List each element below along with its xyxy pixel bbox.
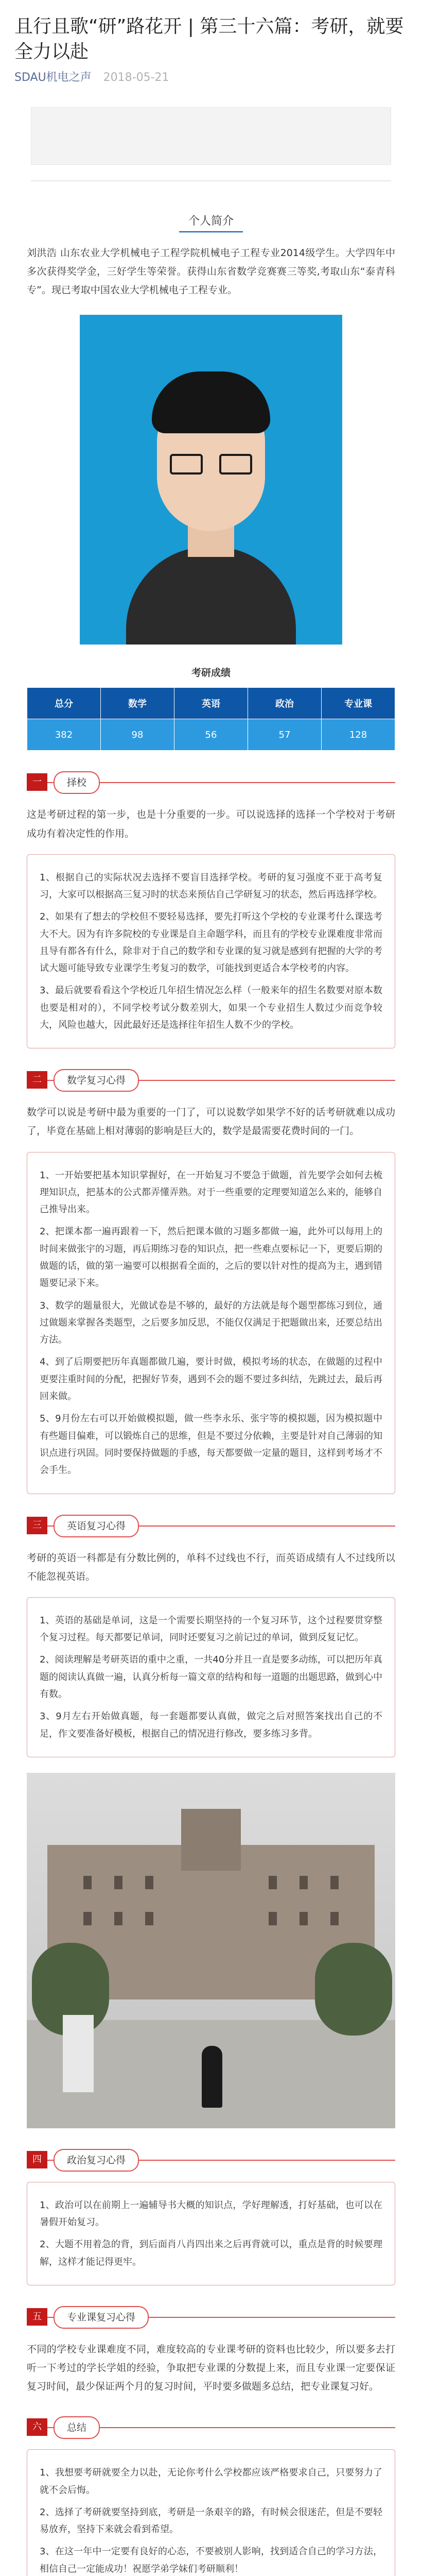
section-point: 1、政治可以在前期上一遍辅导书大概的知识点，学好理解透，打好基础，也可以在暑假开始复习。 xyxy=(40,2199,382,2228)
scores-value-cell: 57 xyxy=(248,719,322,751)
section-points-box xyxy=(27,2182,395,2285)
section-point: 3、9月左右开始做真题，每一套题都要认真做，做完之后对照答案找出自己的不足，作文要准备好模板，根据自己的情况进行修改，要多练习多背。 xyxy=(40,1711,382,1739)
intro-heading-text: 个人简介 xyxy=(179,212,243,232)
campus-statue xyxy=(63,2015,94,2092)
scores-value-cell: 98 xyxy=(101,719,174,751)
article-title: 且行且歌“研”路花开 | 第三十六篇：考研，就要全力以赴 xyxy=(14,16,404,62)
section-label: 专业课复习心得 xyxy=(54,2306,149,2329)
section-point: 1、英语的基础是单词，这是一个需要长期坚持的一个复习环节，这个过程要贯穿整个复习过程。每天都要记单词，同时还要复习之前记过的单词，做到反复记忆。 xyxy=(40,1615,382,1643)
intro-heading xyxy=(0,212,422,232)
section-number: 四 xyxy=(27,2151,47,2168)
section-point: 2、把课本都一遍再跟着一下，然后把课本做的习题多都做一遍，此外可以每用上的时间来做张宇的习题，再后期练习卷的知识点，把一些难点要标记一下，更要后期的做题的话，做的第一遍要可以根据看全面的，之后的要以针对性的提高为主，遇到错题要记录下来。 xyxy=(40,1226,382,1289)
section-intro: 不同的学校专业课难度不同，难度较高的专业课考研的资料也比较少，所以要多去打听一下考过的学长学姐的经验，争取把专业课的分数提上来，而且专业课一定要保证复习时间，最少保证两个月的复习时间，平时要多做题多总结，把专业课复习好。 xyxy=(27,2344,395,2393)
section-label: 英语复习心得 xyxy=(54,1515,139,1537)
section-label: 数学复习心得 xyxy=(54,1069,139,1092)
section-point: 2、选择了考研就要坚持到底，考研是一条艰辛的路，有时候会很迷茫，但是不要轻易放弃，坚持下来就会看到希望。 xyxy=(40,2506,382,2535)
section-point: 2、大题不用着急的背，到后面肖八肖四出来之后再背就可以，重点是背的时候要理解，这样才能记得更牢。 xyxy=(40,2239,382,2267)
intro-text: 刘洪浩 山东农业大学机械电子工程学院机械电子工程专业2014级学生。大学四年中多次获得奖学金，三好学生等荣誉。获得山东省数学竞赛赛三等奖,考取山东“泰青科专”。现已考取中国农业大学机械电子工程专业。 xyxy=(27,247,395,296)
section-heading-english xyxy=(27,1515,395,1537)
section-point: 1、一开始要把基本知识掌握好，在一开始复习不要急于做题，首先要学会如何去梳理知识点，把基本的公式都弄懂弄熟。对于一些重要的定理要知道怎么来的，能够自己推导出来。 xyxy=(40,1170,382,1215)
section-label: 总结 xyxy=(54,2416,100,2439)
section-heading-major xyxy=(27,2306,395,2329)
scores-value-cell: 56 xyxy=(174,719,248,751)
scores-header-cell: 总分 xyxy=(27,688,101,719)
scores-header-row xyxy=(27,688,395,719)
section-point: 5、9月份左右可以开始做模拟题，做一些李永乐、张宇等的模拟题，因为模拟题中有些题目偏难，可以锻炼自己的思维，但是不要过分依赖，主要是针对自己薄弱的知识点进行巩固。同时要保持做题的手感，每天都要做一定量的题目，这样到考场才不会手生。 xyxy=(40,1413,382,1476)
scores-header-cell: 英语 xyxy=(174,688,248,719)
scores-header-cell: 专业课 xyxy=(322,688,395,719)
section-point: 2、如果有了想去的学校但不要轻易选择，要先打听这个学校的专业课考什么课选考大不大。因为有许多院校的专业课是自主命题学科，而且有的学校专业课难度非常而且导有都各有什么，除非对于自己的数学和专业课的复习就是感到有把握的大学的考试大题可能导致专业课学生考复习的数学，可能找到更适合本学校考的内容。 xyxy=(40,911,382,974)
divider xyxy=(31,180,391,181)
portrait-glasses xyxy=(170,454,252,477)
section-points-box xyxy=(27,854,395,1049)
campus-tower xyxy=(181,1809,241,1871)
scores-table xyxy=(27,687,395,751)
section-points-box xyxy=(27,1597,395,1757)
section-point: 3、数学的题量很大，光做试卷是不够的，最好的方法就是每个题型都练习到位，通过做题来掌握各类题型，之后要多加反思，不能仅仅满足于把题做出来，还要总结出方法。 xyxy=(40,1300,382,1346)
section-label: 政治复习心得 xyxy=(54,2149,139,2172)
section-points-box xyxy=(27,1152,395,1494)
section-point: 2、阅读理解是考研英语的重中之重，一共40分并且一直是要多动练，可以把历年真题的阅读认真做一遍，认真分析每一篇文章的结构和每一道题的出题思路，做到心中有数。 xyxy=(40,1654,382,1700)
scores-value-row xyxy=(27,719,395,751)
section-number: 一 xyxy=(27,773,47,791)
account-name-link[interactable]: SDAU机电之声 xyxy=(14,71,92,84)
scores-header-cell: 数学 xyxy=(101,688,174,719)
scores-value-cell: 128 xyxy=(322,719,395,751)
scores-title: 考研成绩 xyxy=(191,667,231,679)
section-heading-math xyxy=(27,1069,395,1092)
section-label: 择校 xyxy=(54,771,100,794)
campus-tree xyxy=(315,1943,392,2036)
section-heading-summary xyxy=(27,2416,395,2439)
scores-header-cell: 政治 xyxy=(248,688,322,719)
section-point: 1、我想要考研就要全力以赴，无论你考什么学校都应该严格要求自己，只要努力了就不会后悔。 xyxy=(40,2467,382,2496)
section-point: 4、到了后期要把历年真题都做几遍，要计时做，模拟考场的状态，在做题的过程中更要注重时间的分配，把握好节奏，遇到不会的题不要过多纠结，先跳过去，最后再回来做。 xyxy=(40,1357,382,1402)
portrait-shirt xyxy=(126,547,296,645)
section-number: 二 xyxy=(27,1071,47,1089)
section-number: 六 xyxy=(27,2418,47,2436)
section-intro: 数学可以说是考研中最为重要的一门了，可以说数学如果学不好的话考研就难以成功了，毕竟在基础上相对薄弱的影响是巨大的，数学是最需要花费时间的一门。 xyxy=(27,1107,395,1137)
section-point: 1、根据自己的实际状况去选择不要盲目选择学校。考研的复习强度不亚于高考复习，大家可以根据高三复习时的状态来预估自己学研复习的状态，然后再选择学校。 xyxy=(40,872,382,900)
section-intro: 考研的英语一科都是有分数比例的，单科不过线也不行，而英语成绩有人不过线所以不能忽视英语。 xyxy=(27,1552,395,1582)
section-heading-school-choice xyxy=(27,771,395,794)
portrait-hair xyxy=(152,371,270,433)
student-portrait-image xyxy=(80,315,342,645)
publish-date: 2018-05-21 xyxy=(103,71,169,84)
campus-photo-image xyxy=(27,1773,395,2128)
section-number: 三 xyxy=(27,1517,47,1534)
section-heading-politics xyxy=(27,2149,395,2172)
scores-value-cell: 382 xyxy=(27,719,101,751)
section-number: 五 xyxy=(27,2308,47,2326)
article-meta xyxy=(0,69,422,97)
campus-person xyxy=(202,2046,222,2108)
top-banner-image xyxy=(31,107,391,165)
section-point: 3、最后就要看看这个学校近几年招生情况怎么样（一般来年的招生名数要对原本数也要是相对的），不同学校考试分数差别大，如果一个专业招生人数过少而竞争较大，风险也越大，因此最好还是选择往年招生人数不少的学校。 xyxy=(40,985,382,1031)
section-point: 3、在这一年中一定要有良好的心态，不要被别人影响，找到适合自己的学习方法，相信自己一定能成功！祝愿学弟学妹们考研顺利！ xyxy=(40,2546,382,2574)
section-intro: 这是考研过程的第一步，也是十分重要的一步。可以说选择的选择一个学校对于考研成功有着决定性的作用。 xyxy=(27,809,395,839)
section-points-box xyxy=(27,2449,395,2576)
